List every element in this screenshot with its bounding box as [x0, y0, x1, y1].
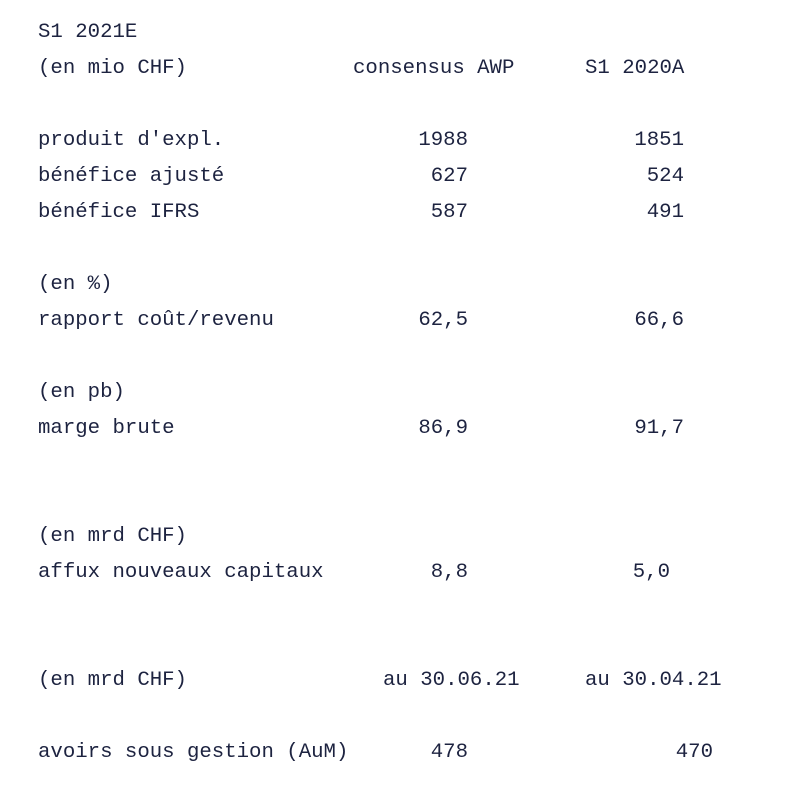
row-value-current: 478: [430, 741, 468, 764]
row-value-prior: 491: [646, 201, 684, 224]
row-value-consensus: 1988: [418, 129, 468, 152]
header-col-date-current: au 30.06.21: [383, 669, 520, 692]
row-label: bénéfice IFRS: [38, 201, 200, 224]
row-value-prior: 66,6: [634, 309, 684, 332]
row-value-consensus: 8,8: [430, 561, 468, 584]
row-label: avoirs sous gestion (AuM): [38, 741, 349, 764]
period-title-line: [38, 15, 798, 51]
table-row: [38, 735, 798, 771]
section-unit-percent: (en %): [38, 273, 113, 296]
section-unit-bp: (en pb): [38, 381, 125, 404]
section-unit-line: [38, 267, 798, 303]
section-unit-line: [38, 375, 798, 411]
row-value-prior: 91,7: [634, 417, 684, 440]
row-value-consensus: 86,9: [418, 417, 468, 440]
aum-header-line: [38, 663, 798, 699]
table-row: [38, 159, 798, 195]
row-value-prior: 5,0: [632, 561, 670, 584]
section-unit-line: [38, 519, 798, 555]
row-value-consensus: 627: [430, 165, 468, 188]
row-label: affux nouveaux capitaux: [38, 561, 324, 584]
row-value-consensus: 62,5: [418, 309, 468, 332]
row-value-consensus: 587: [430, 201, 468, 224]
row-label: marge brute: [38, 417, 175, 440]
table-row: [38, 303, 798, 339]
section-unit-bn: (en mrd CHF): [38, 669, 187, 692]
header-col-prior: S1 2020A: [585, 57, 685, 80]
row-value-prior: 470: [675, 741, 713, 764]
row-label: bénéfice ajusté: [38, 165, 225, 188]
row-label: produit d'expl.: [38, 129, 225, 152]
row-label: rapport coût/revenu: [38, 309, 274, 332]
period-title: S1 2021E: [38, 21, 138, 44]
header-col-consensus: consensus AWP: [353, 57, 515, 80]
table-row: [38, 123, 798, 159]
table-row: [38, 555, 798, 591]
table-row: [38, 411, 798, 447]
row-value-prior: 1851: [634, 129, 684, 152]
header-col-date-prior: au 30.04.21: [585, 669, 722, 692]
row-value-prior: 524: [646, 165, 684, 188]
table-row: [38, 195, 798, 231]
header-line: [38, 51, 798, 87]
header-unit: (en mio CHF): [38, 57, 187, 80]
section-unit-bn: (en mrd CHF): [38, 525, 187, 548]
